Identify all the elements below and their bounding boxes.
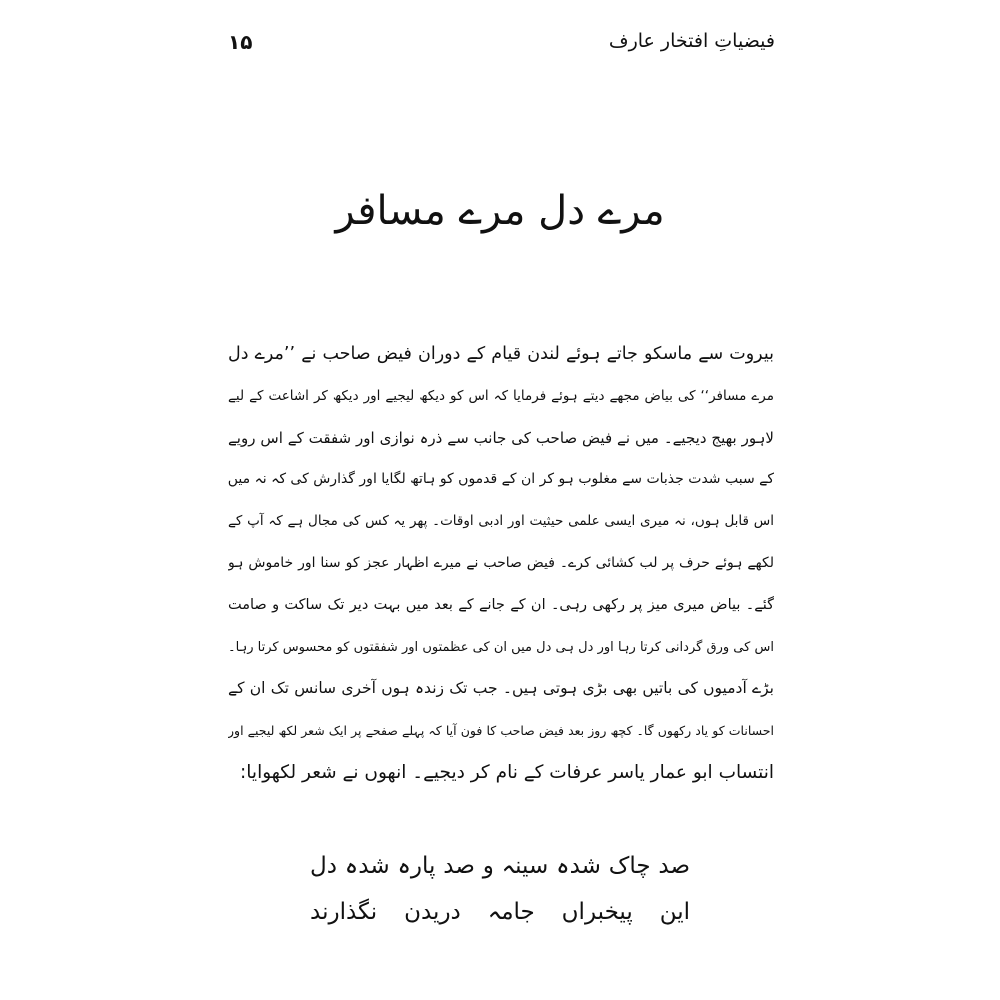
text-line: گئے۔ بیاض میری میز پر رکھی رہی۔ ان کے جانے کے بعد میں بہت دیر تک ساکت و صامت: [228, 596, 774, 613]
text-line: اس کی ورق گردانی کرتا رہا اور دل ہی دل میں ان کی عظمتوں اور شفقتوں کو محسوس کرتا رہا۔: [228, 639, 774, 655]
text-line: لاہور بھیج دیجیے۔ میں نے فیض صاحب کی جانب سے ذرہ نوازی اور شفقت کے اس رویے: [228, 428, 774, 447]
verse-line-2: این پیخبراں جامہ دریدن نگذارند: [310, 899, 690, 925]
text-line: مرے مسافر‘‘ کی بیاض مجھے دیتے ہوئے فرمایا کہ اس کو دیکھ لیجیے اور دیکھ کر اشاعت کے لیے: [228, 387, 774, 404]
text-line: اس قابل ہوں، نہ میری ایسی علمی حیثیت اور ادبی اوقات۔ پھر یہ کس کی مجال ہے کہ آپ کے: [228, 513, 774, 530]
text-line: بیروت سے ماسکو جاتے ہوئے لندن قیام کے دوران فیض صاحب نے ’’مرے دل: [228, 344, 774, 364]
text-line: بڑے آدمیوں کی باتیں بھی بڑی ہوتی ہیں۔ جب تک زندہ ہوں آخری سانس تک ان کے: [228, 679, 774, 698]
persian-verse: [0, 843, 1000, 935]
text-line: لکھے ہوئے حرف پر لب کشائی کرے۔ فیض صاحب نے میرے اظہار عجز کو سنا اور خاموش ہو: [228, 554, 774, 571]
chapter-title: مرے دل مرے مسافر: [335, 188, 665, 234]
text-line: کے سبب شدت جذبات سے مغلوب ہو کر ان کے قدموں کو ہاتھ لگایا اور گذارش کی کہ نہ میں: [228, 471, 774, 488]
text-line: احسانات کو یاد رکھوں گا۔ کچھ روز بعد فیض صاحب کا فون آیا کہ پہلے صفحے پر ایک شعر لکھ لیجیے اور: [228, 723, 774, 739]
verse-line-1: صد چاک شدہ سینہ و صد پارہ شدہ دل: [310, 853, 690, 879]
body-paragraph: [228, 334, 774, 794]
running-title: فیضیاتِ افتخار عارف: [608, 30, 775, 52]
page-number: ۱۵: [228, 30, 253, 54]
text-line: انتساب ابو عمار یاسر عرفات کے نام کر دیجیے۔ انھوں نے شعر لکھوایا:: [240, 761, 774, 783]
